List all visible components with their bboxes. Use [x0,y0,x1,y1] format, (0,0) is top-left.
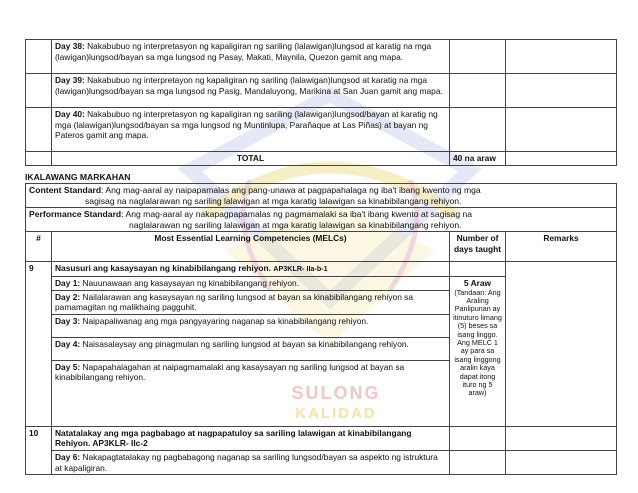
melc-table [25,183,617,475]
table-row [26,108,617,152]
total-value: 40 na araw [450,152,506,166]
day-label: Day 39: [55,75,85,85]
day-text: Nakabubuo ng interpretasyon ng kapaligiran ng sariling (lalawigan)lungsod/bayan at karatig ng mga (lalawigan)lungsod/bayan sa mga lungsod ng Muntinlupa, Parañaque at Las Piñas) at bayan ng Pateros gamit ang mapa. [55,109,438,141]
competency-title: Nasusuri ang kasaysayan ng kinabibilangang rehiyon. AP3KLR- IIa-b-1 [52,262,450,277]
day-text: Nakabubuo ng interpretayon ng kapaligiran ng sariling (lalawigan)lungsod at karatig na mga (lawigan)lungsod/bayan sa mga lungsod ng Pasig, Mandaluyong, Marikina at San Juan gamit ang mapa. [55,75,443,96]
total-row [26,152,617,166]
day-label: Day 3: [55,315,81,326]
day-label: Day 38: [55,41,85,51]
total-label: TOTAL [52,152,450,166]
day-text: Nauunawaan ang kasaysayan ng kinabibilangang rehiyon. [82,277,299,288]
content-standard-line1: : Ang mag-aaral ay naipapamalas ang pang-unawa at pagpapahalaga ng iba't ibang kwento ng mga [101,185,481,195]
header-num: # [26,232,52,262]
content-standard-label: Content Standard [29,185,102,195]
day-label: Day 40: [55,109,85,119]
table-row [26,426,617,450]
day-label: Day 2: [55,291,81,302]
day-text: Nakapagtatalakay ng pagbabagong naganap sa sariling lungsod/bayan sa aspekto ng istruktura at kapaligiran. [55,451,438,473]
top-continuation-table [25,39,617,166]
competency-title: Natatalakay ang mga pagbabago at nagpapatuloy sa sariling lalawigan at kinabibilangang Rehiyon. AP3KLR- IIc-2 [52,426,450,450]
header-days: Number of days taught [450,232,506,262]
day-label: Day 5: [55,361,81,372]
section-title: IKALAWANG MARKAHAN [25,172,131,182]
day-label: Day 6: [55,451,81,462]
header-melc: Most Essential Learning Competencies (MELCs) [52,232,450,262]
row-number: 10 [26,426,52,474]
day-text: Naipapaliwanag ang mga pangyayaring naganap sa kinabibilangang rehiyon. [82,315,369,326]
table-row [26,74,617,108]
performance-standard-label: Performance Standard [29,209,122,220]
header-remarks: Remarks [506,232,617,262]
day-text: Naisasalaysay ang pinagmulan ng sariling lungsod at bayan sa kinabibilangang rehiyon. [80,338,409,349]
day-label: Day 4: [55,338,81,349]
row-number: 9 [26,262,52,426]
performance-standard-row [26,208,617,232]
performance-standard-line1: : Ang mag-aaral ay nakapagpapamalas ng pagmamalaki sa iba't ibang kwento at sagisag na [121,209,473,220]
content-standard-line2: sagisag na naglalarawan ng sariling lalawigan at mga karatig lalawigan sa kinabibilangang rehiyon. [85,195,462,206]
performance-standard-line2: naglalarawan ng sariling lalawigan at mga karatig lalawigan sa kinabibilangang rehiyon. [129,219,462,230]
days-note: (Tandaan: Ang Araling Panlipunan ay itinuturo limang (5) beses sa isang linggo. Ang MELC 1 ay para sa isang linggong aralin kaya dapat itong ituro ng 5 araw) [453,287,502,398]
competency-code: AP3KLR- IIa-b-1 [273,264,328,274]
header-row [26,232,617,262]
table-row [26,40,617,74]
watermark-line2: KALIDAD [295,405,377,422]
table-row [26,450,617,474]
content-standard-row [26,184,617,208]
table-row [26,262,617,277]
day-text: Nakabubuo ng interpretasyon ng kapaligiran ng sariling (lalawigan)lungsod at karatig na mga (lawigan)lungsod/bayan sa mga lungsod ng Pasay, Makati, Maynila, Quezon gamit ang mapa. [55,41,432,62]
day-text: Napapahalagahan at naipagmamalaki ang kasaysayan ng sariling lungsod at bayan sa kinabibilangang rehiyon. [55,361,405,383]
days-count: 5 Araw [463,277,492,288]
watermark-line1: SULONG [291,383,381,403]
day-label: Day 1: [55,277,81,288]
day-text: Nailalarawan ang kasaysayan ng sariling lungsod at bayan sa kinabibilangang rehiyon sa pamamagitan ng malikhaing pagguhit. [55,291,414,313]
